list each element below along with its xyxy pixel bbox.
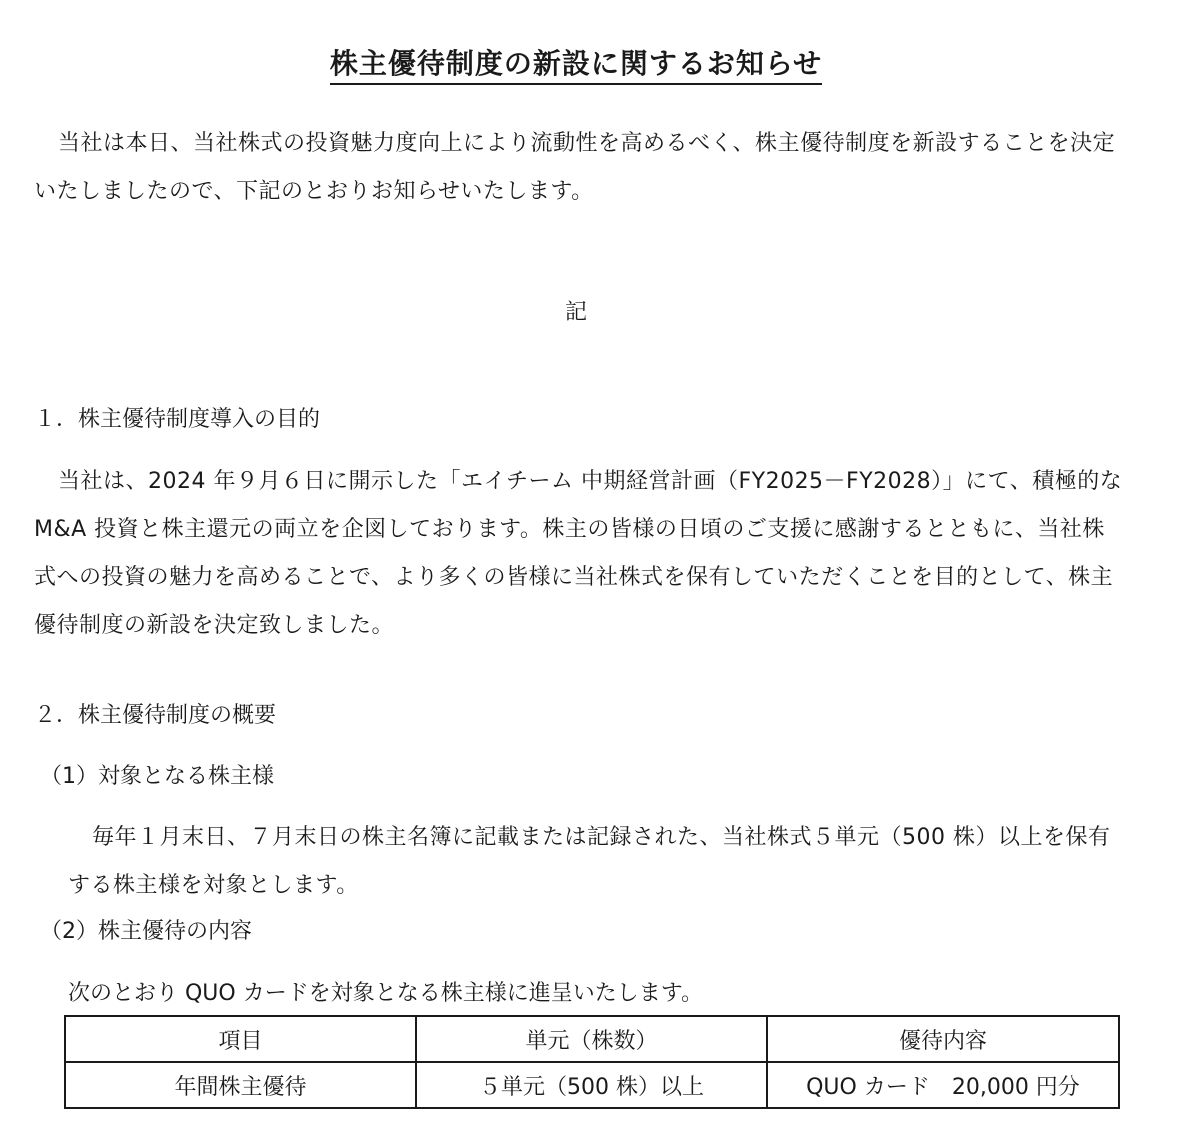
table-cell: QUO カード 20,000 円分 [767,1062,1119,1108]
subsection-2-heading: （2）株主優待の内容 [40,919,252,944]
subsection-1-body: 毎年１月末日、７月末日の株主名簿に記載または記録された、当社株式５単元（500 株）以上を保有する株主様を対象とします。 [68,825,1111,898]
ki-marker: 記 [564,300,587,325]
table-header-cell: 単元（株数） [416,1016,767,1062]
document-title-text: 株主優待制度の新設に関するお知らせ [330,47,822,85]
table-header-cell: 優待内容 [767,1016,1119,1062]
table-cell: ５単元（500 株）以上 [416,1062,767,1108]
section-2-heading: ２．株主優待制度の概要 [34,703,277,728]
section-1-body: 当社は、2024 年９月６日に開示した「エイチーム 中期経営計画（FY2025－FY2028）」にて、積極的な M&A 投資と株主還元の両立を企図しております。株主の皆様の日頃のご支援に感謝するとともに、当社株式への投資の魅力を高めることで、より多くの皆様に当社株式を保有していただくことを目的として、株主優待制度の新設を決定致しました。 [34,469,1123,638]
subsection-1-heading: （1）対象となる株主様 [40,764,274,789]
table-header-cell: 項目 [65,1016,416,1062]
table-header-row [65,1016,1119,1062]
table-cell: 年間株主優待 [65,1062,416,1108]
subsection-2-body: 次のとおり QUO カードを対象となる株主様に進呈いたします。 [68,981,703,1006]
section-1-heading: １．株主優待制度導入の目的 [34,407,321,432]
benefits-table [64,1015,1120,1109]
table-row [65,1062,1119,1108]
document-title [0,42,1152,82]
intro-paragraph: 当社は本日、当社株式の投資魅力度向上により流動性を高めるべく、株主優待制度を新設することを決定いたしましたので、下記のとおりお知らせいたします。 [34,131,1116,204]
